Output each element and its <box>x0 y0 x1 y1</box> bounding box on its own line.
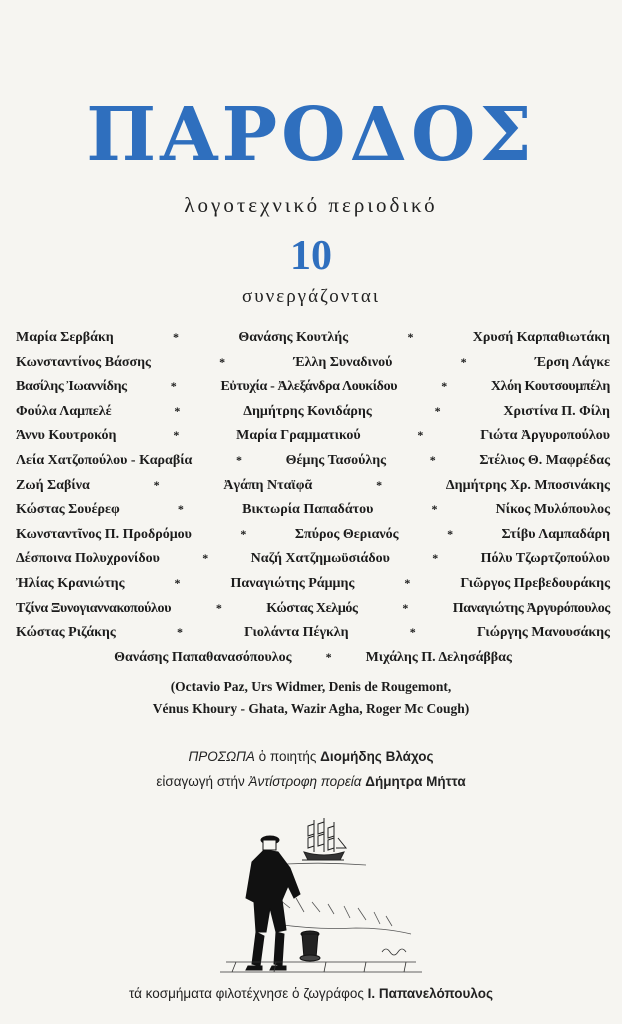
contributors-row <box>16 596 610 621</box>
contributors-row <box>16 399 610 424</box>
foreign-contributors-line: Vénus Khoury - Ghata, Wazir Agha, Roger Mc Cough) <box>152 701 470 716</box>
sailor-figure <box>246 836 300 970</box>
contributor-name: Τζίνα Ξυνογιαννακοπούλου <box>16 600 172 616</box>
separator-star: * <box>240 526 247 541</box>
separator-star: * <box>170 379 177 394</box>
credit-line-introduction <box>0 769 622 794</box>
contributor-name: Στίβυ Λαμπαδάρη <box>501 526 610 542</box>
contributor-name: Έρση Λάγκε <box>534 354 610 370</box>
contributor-name: Βασίλης Ἰωαννίδης <box>16 379 127 395</box>
separator-star: * <box>376 477 383 492</box>
separator-star: * <box>325 649 332 664</box>
contributor-name: Θανάσης Κουτλής <box>238 330 349 345</box>
contributors-heading: συνεργάζονται <box>241 286 380 307</box>
separator-star: * <box>219 354 226 369</box>
issue-credits <box>0 744 622 794</box>
separator-star: * <box>432 551 439 566</box>
author-name: Δήμητρα Μήττα <box>365 774 466 789</box>
contributor-name: Λεία Χατζοπούλου - Καραβία <box>16 452 193 468</box>
separator-star: * <box>215 600 222 615</box>
foreign-contributors-line: (Octavio Paz, Urs Widmer, Denis de Rougemont, <box>170 679 452 694</box>
contributor-name: Χλόη Κουτσουμπέλη <box>490 379 610 395</box>
contributor-name: Ναζή Χατζημωϋσιάδου <box>250 551 390 567</box>
separator-star: * <box>176 625 183 640</box>
contributor-name: Εὐτυχία - Ἀλεξάνδρα Λουκίδου <box>220 379 398 395</box>
contributor-name: Κώστας Χελμός <box>266 600 358 616</box>
contributor-name: Χριστίνα Π. Φίλη <box>503 403 610 419</box>
separator-star: * <box>409 625 416 640</box>
separator-star: * <box>236 452 243 467</box>
separator-star: * <box>429 452 436 467</box>
contributor-name: Γιώργης Μανουσάκης <box>476 625 610 641</box>
contributor-name: Θανάσης Παπαθανασόπουλος <box>114 649 292 665</box>
separator-star: * <box>460 354 467 369</box>
contributor-name: Γιῶργος Πρεβεδουράκης <box>460 575 610 591</box>
contributor-name: Δημήτρης Κονιδάρης <box>243 403 372 419</box>
contributors-row <box>16 497 610 522</box>
sailor-harbor-illustration <box>216 812 426 977</box>
contributors-row <box>16 448 610 473</box>
contributors-list <box>16 325 610 669</box>
separator-star: * <box>407 330 414 344</box>
contributors-row <box>16 546 610 571</box>
artist-signature <box>382 949 406 955</box>
separator-star: * <box>447 526 454 541</box>
separator-star: * <box>404 575 411 590</box>
contributor-name: Κωνσταντίνος Βάσσης <box>16 354 151 370</box>
contributor-name: Κώστας Ριζάκης <box>16 625 116 641</box>
sailing-ship-icon <box>302 818 346 860</box>
section-label-persons: ΠΡΟΣΩΠΑ <box>188 749 255 764</box>
artwork-credit <box>0 986 622 1001</box>
credit-text: ὁ ποιητής <box>254 749 321 764</box>
contributor-name: Άννυ Κουτροκόη <box>16 428 117 444</box>
separator-star: * <box>202 551 209 566</box>
contributor-name: Δημήτρης Χρ. Μποσινάκης <box>445 477 610 493</box>
contributors-row <box>16 620 610 645</box>
contributor-name: Νίκος Μυλόπουλος <box>495 502 610 518</box>
contributor-name: Χρυσή Καρπαθιωτάκη <box>472 330 610 345</box>
contributor-name: Γιώτα Ἀργυροπούλου <box>480 428 610 444</box>
contributor-name: Φούλα Λαμπελέ <box>16 403 112 419</box>
contributor-name: Ἠλίας Κρανιώτης <box>16 575 125 591</box>
issue-number: 10 <box>290 233 332 279</box>
contributors-row <box>16 374 610 399</box>
contributors-row <box>16 423 610 448</box>
contributors-row <box>16 571 610 596</box>
separator-star: * <box>441 379 447 394</box>
contributor-name: Μιχάλης Π. Δελησάββας <box>365 649 512 665</box>
contributor-name: Σπύρος Θεριανός <box>294 526 399 542</box>
contributor-name: Θέμης Τασούλης <box>285 452 387 468</box>
contributor-name: Κωνσταντῖνος Π. Προδρόμου <box>16 526 192 542</box>
contributor-name: Μαρία Γραμματικού <box>236 428 361 444</box>
magazine-subtitle: λογοτεχνικό περιοδικό <box>184 193 438 217</box>
contributors-row <box>16 325 610 350</box>
credit-text: εἰσαγωγή στήν <box>156 774 249 789</box>
separator-star: * <box>174 575 181 590</box>
foreign-contributors <box>0 676 622 720</box>
separator-star: * <box>431 502 438 517</box>
contributor-name: Μαρία Σερβάκη <box>16 330 114 345</box>
contributor-name: Πόλυ Τζωρτζοπούλου <box>480 551 610 567</box>
credit-line-persons <box>0 744 622 769</box>
magazine-title: ΠΑΡΟΔΟΣ <box>86 92 536 178</box>
separator-star: * <box>153 477 160 492</box>
contributors-row <box>16 522 610 547</box>
poet-name: Διομήδης Βλάχος <box>320 749 434 764</box>
contributors-row <box>16 350 610 375</box>
contributor-name: Παναγιώτης Ράμμης <box>230 575 355 591</box>
separator-star: * <box>173 330 180 344</box>
contributor-name: Γιολάντα Πέγκλη <box>244 625 349 641</box>
work-title: Ἀντίστροφη πορεία <box>248 774 362 789</box>
contributor-name: Έλλη Συναδινού <box>293 354 393 370</box>
contributors-row <box>16 473 610 498</box>
separator-star: * <box>417 428 424 443</box>
contributor-name: Δέσποινα Πολυχρονίδου <box>16 551 160 567</box>
contributor-name: Παναγιώτης Ἀργυρόπουλος <box>452 600 610 616</box>
separator-star: * <box>174 403 181 418</box>
artwork-credit-text: τά κοσμήματα φιλοτέχνησε ὁ ζωγράφος <box>128 986 368 1001</box>
separator-star: * <box>434 403 441 418</box>
artist-name: Ι. Παπανελόπουλος <box>367 986 494 1001</box>
contributor-name: Ἀγάπη Νταϊφᾶ <box>223 477 313 493</box>
separator-star: * <box>177 502 184 517</box>
separator-star: * <box>173 428 180 443</box>
contributor-name: Ζωή Σαβίνα <box>16 477 90 493</box>
bollard-icon <box>300 931 320 961</box>
contributors-row <box>16 645 610 670</box>
separator-star: * <box>402 600 408 615</box>
contributor-name: Κώστας Σουέρεφ <box>16 502 120 518</box>
contributor-name: Βικτωρία Παπαδάτου <box>242 502 374 518</box>
contributor-name: Στέλιος Θ. Μαφρέδας <box>479 452 610 468</box>
